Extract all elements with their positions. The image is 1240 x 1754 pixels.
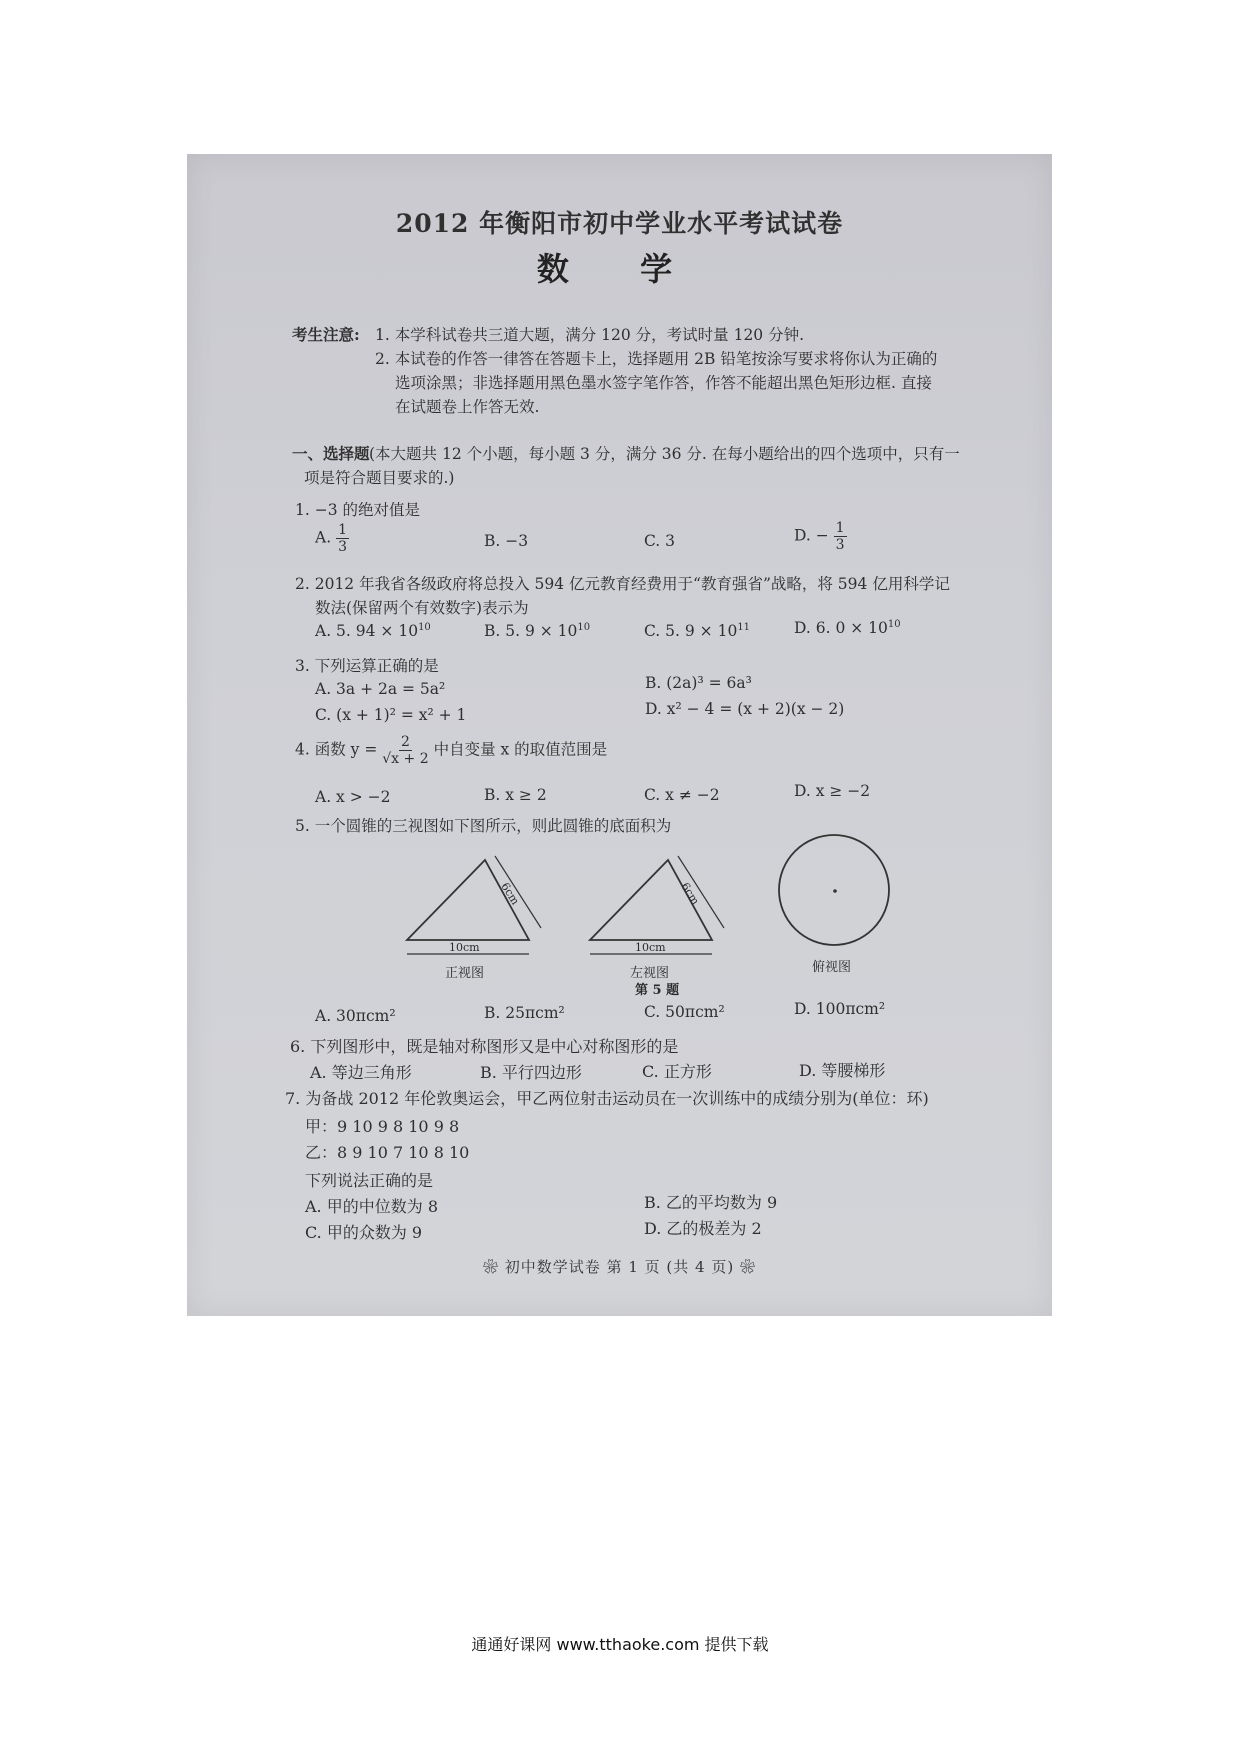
left-slant-dim: 6cm [678, 880, 702, 908]
q1-option-b: B. −3 [484, 532, 529, 550]
exam-photo [187, 154, 1052, 1316]
q6-option-d: D. 等腰梯形 [799, 1061, 886, 1080]
q5-option-d: D. 100πcm² [794, 1000, 886, 1018]
notice-line-3: 选项涂黑；非选择题用黑色墨水签字笔作答，作答不能超出黑色矩形边框. 直接 [395, 374, 932, 392]
left-view-label: 左视图 [630, 966, 670, 981]
q7-stem: 7. 为备战 2012 年伦敦奥运会，甲乙两位射击运动员在一次训练中的成绩分别为(单位：环) [285, 1089, 929, 1108]
q2-stem-1: 2. 2012 年我省各级政府将总投入 594 亿元教育经费用于“教育强省”战略，将 594 亿用科学记 [295, 575, 950, 593]
section-desc-2: 项是符合题目要求的.) [304, 469, 455, 487]
q3-option-c: C. (x + 1)² = x² + 1 [315, 706, 467, 724]
q6-option-c: C. 正方形 [642, 1062, 712, 1081]
q4-option-c: C. x ≠ −2 [644, 786, 720, 804]
q2-option-a: A. 5. $94 \times 10^{10}$ [315, 622, 431, 641]
left-base-dim: 10cm [635, 941, 666, 954]
q7-option-b: B. 乙的平均数为 9 [644, 1193, 778, 1212]
q4-option-a: A. x > −2 [315, 788, 391, 806]
section-heading: 一、选择题 [292, 444, 370, 463]
page-footer: ❀ 初中数学试卷 第 1 页 (共 4 页) ❀ [483, 1258, 756, 1276]
section-desc-1: (本大题共 12 个小题，每小题 3 分，满分 36 分. 在每小题给出的四个选项中，只有一 [369, 445, 960, 463]
q5-option-c: C. 50πcm² [644, 1003, 725, 1021]
q5-stem: 5. 一个圆锥的三视图如下图所示，则此圆锥的底面积为 [295, 817, 672, 835]
q2-stem-2: 数法(保留两个有效数字)表示为 [315, 599, 529, 617]
exam-subject: 数 学 [536, 250, 703, 288]
notice-line-1: 1. 本学科试卷共三道大题，满分 120 分，考试时量 120 分钟. [375, 326, 805, 344]
q2-option-c: C. 5. $9 \times 10^{11}$ [644, 622, 751, 641]
q3-option-b: B. (2a)³ = 6a³ [645, 674, 752, 692]
q6-stem: 6. 下列图形中，既是轴对称图形又是中心对称图形的是 [290, 1037, 679, 1056]
q1-option-c: C. 3 [644, 532, 676, 550]
q5-option-a: A. 30πcm² [315, 1007, 396, 1025]
top-view-label: 俯视图 [812, 960, 852, 975]
front-slant-dim: 6cm [498, 880, 522, 908]
circle-center-dot [833, 889, 837, 893]
q7-yi-scores: 乙：8 9 10 7 10 8 10 [305, 1143, 470, 1162]
q1-option-d: D. − $\frac{1}{3}$ [794, 520, 845, 553]
q3-stem: 3. 下列运算正确的是 [295, 657, 439, 675]
left-view-triangle [590, 856, 724, 954]
q2-option-d: D. 6. $0 \times 10^{10}$ [794, 619, 901, 638]
notice-label: 考生注意: [292, 325, 360, 344]
q7-option-c: C. 甲的众数为 9 [305, 1223, 423, 1242]
q3-option-d: D. x² − 4 = (x + 2)(x − 2) [645, 700, 845, 718]
q1-option-a: A. $\frac{1}{3}$ [315, 522, 347, 555]
q7-option-a: A. 甲的中位数为 8 [305, 1197, 438, 1216]
q5-option-b: B. 25πcm² [484, 1004, 565, 1022]
q7-option-d: D. 乙的极差为 2 [644, 1219, 762, 1238]
q2-option-b: B. 5. $9 \times 10^{10}$ [484, 622, 591, 641]
q4-option-b: B. x ≥ 2 [484, 786, 547, 804]
front-view-label: 正视图 [445, 966, 485, 981]
q3-option-a: A. 3a + 2a = 5a² [315, 680, 446, 698]
figure-caption: 第 5 题 [635, 983, 680, 998]
front-view-triangle [407, 856, 541, 954]
q6-option-b: B. 平行四边形 [480, 1063, 582, 1082]
front-base-dim: 10cm [449, 941, 480, 954]
notice-line-4: 在试题卷上作答无效. [395, 398, 540, 416]
q7-question: 下列说法正确的是 [305, 1171, 434, 1190]
q4-stem: 4. 函数 y = $\frac{2}{√x + 2}$ 中自变量 x 的取值范围是 [295, 734, 608, 767]
q7-jia-scores: 甲：9 10 9 8 10 9 8 [305, 1117, 460, 1136]
q4-option-d: D. x ≥ −2 [794, 782, 871, 800]
notice-line-2: 2. 本试卷的作答一律答在答题卡上，选择题用 2B 铅笔按涂写要求将你认为正确的 [375, 350, 938, 368]
exam-title: 2012 年衡阳市初中学业水平考试试卷 [395, 209, 844, 238]
q6-option-a: A. 等边三角形 [310, 1063, 412, 1082]
q1-stem: 1. −3 的绝对值是 [295, 501, 420, 519]
download-credit: 通通好课网 www.tthaoke.com 提供下载 [471, 1635, 769, 1654]
